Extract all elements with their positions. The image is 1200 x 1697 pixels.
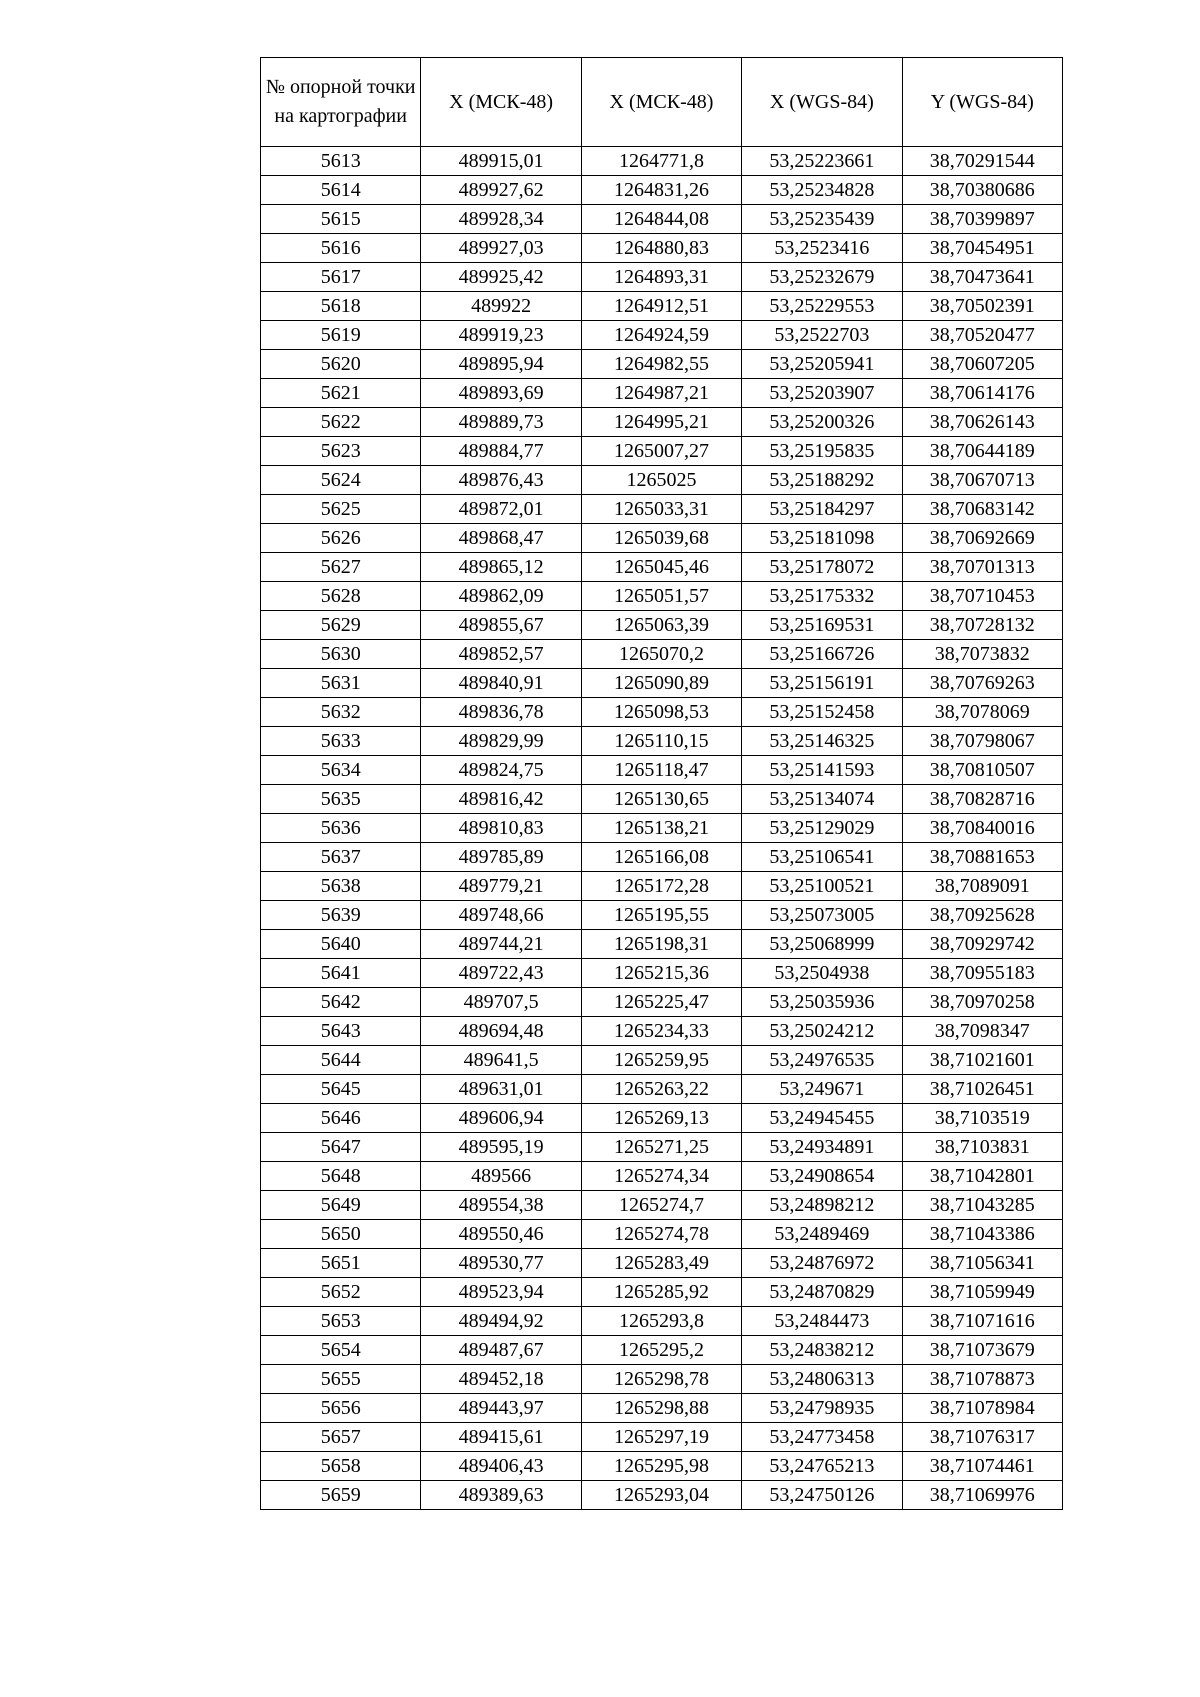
- cell-x-msk48: 489722,43: [421, 959, 581, 988]
- cell-y-wgs84: 38,71056341: [902, 1249, 1062, 1278]
- table-row: [261, 234, 1063, 263]
- cell-x-msk48-2: 1265263,22: [581, 1075, 741, 1104]
- cell-x-wgs84: 53,25205941: [742, 350, 902, 379]
- cell-x-msk48-2: 1264893,31: [581, 263, 741, 292]
- cell-y-wgs84: 38,70473641: [902, 263, 1062, 292]
- cell-x-wgs84: 53,24945455: [742, 1104, 902, 1133]
- cell-x-msk48: 489494,92: [421, 1307, 581, 1336]
- cell-x-msk48: 489566: [421, 1162, 581, 1191]
- cell-x-msk48-2: 1265130,65: [581, 785, 741, 814]
- cell-x-msk48-2: 1264831,26: [581, 176, 741, 205]
- cell-point-number: 5621: [261, 379, 421, 408]
- table-row: [261, 437, 1063, 466]
- cell-x-wgs84: 53,25195835: [742, 437, 902, 466]
- cell-y-wgs84: 38,71042801: [902, 1162, 1062, 1191]
- cell-x-msk48-2: 1264982,55: [581, 350, 741, 379]
- table-row: [261, 785, 1063, 814]
- cell-x-wgs84: 53,25100521: [742, 872, 902, 901]
- cell-x-wgs84: 53,24750126: [742, 1481, 902, 1510]
- table-row: [261, 553, 1063, 582]
- cell-point-number: 5616: [261, 234, 421, 263]
- cell-x-msk48-2: 1264880,83: [581, 234, 741, 263]
- cell-x-msk48-2: 1264924,59: [581, 321, 741, 350]
- table-row: [261, 611, 1063, 640]
- cell-x-wgs84: 53,25035936: [742, 988, 902, 1017]
- cell-x-wgs84: 53,25106541: [742, 843, 902, 872]
- cell-point-number: 5625: [261, 495, 421, 524]
- cell-x-msk48-2: 1264995,21: [581, 408, 741, 437]
- cell-y-wgs84: 38,71078873: [902, 1365, 1062, 1394]
- cell-point-number: 5645: [261, 1075, 421, 1104]
- cell-point-number: 5650: [261, 1220, 421, 1249]
- cell-y-wgs84: 38,71073679: [902, 1336, 1062, 1365]
- cell-y-wgs84: 38,70644189: [902, 437, 1062, 466]
- cell-x-msk48: 489884,77: [421, 437, 581, 466]
- cell-x-msk48-2: 1265198,31: [581, 930, 741, 959]
- cell-y-wgs84: 38,71071616: [902, 1307, 1062, 1336]
- cell-x-msk48-2: 1265063,39: [581, 611, 741, 640]
- cell-x-wgs84: 53,25166726: [742, 640, 902, 669]
- cell-point-number: 5617: [261, 263, 421, 292]
- cell-x-msk48-2: 1265293,8: [581, 1307, 741, 1336]
- cell-x-wgs84: 53,2504938: [742, 959, 902, 988]
- cell-x-msk48: 489893,69: [421, 379, 581, 408]
- cell-x-msk48: 489389,63: [421, 1481, 581, 1510]
- cell-x-wgs84: 53,24838212: [742, 1336, 902, 1365]
- cell-x-wgs84: 53,24806313: [742, 1365, 902, 1394]
- table-row: [261, 147, 1063, 176]
- cell-point-number: 5647: [261, 1133, 421, 1162]
- cell-x-msk48: 489641,5: [421, 1046, 581, 1075]
- table-row: [261, 321, 1063, 350]
- table-row: [261, 1104, 1063, 1133]
- cell-y-wgs84: 38,71078984: [902, 1394, 1062, 1423]
- cell-x-msk48-2: 1265293,04: [581, 1481, 741, 1510]
- table-row: [261, 495, 1063, 524]
- table-row: [261, 205, 1063, 234]
- cell-y-wgs84: 38,70454951: [902, 234, 1062, 263]
- table-row: [261, 901, 1063, 930]
- cell-x-wgs84: 53,24898212: [742, 1191, 902, 1220]
- cell-y-wgs84: 38,70626143: [902, 408, 1062, 437]
- cell-y-wgs84: 38,70291544: [902, 147, 1062, 176]
- cell-x-msk48: 489925,42: [421, 263, 581, 292]
- cell-x-msk48: 489415,61: [421, 1423, 581, 1452]
- cell-point-number: 5614: [261, 176, 421, 205]
- cell-y-wgs84: 38,71059949: [902, 1278, 1062, 1307]
- cell-y-wgs84: 38,71026451: [902, 1075, 1062, 1104]
- cell-x-wgs84: 53,25169531: [742, 611, 902, 640]
- cell-y-wgs84: 38,7078069: [902, 698, 1062, 727]
- cell-point-number: 5644: [261, 1046, 421, 1075]
- table-row: [261, 640, 1063, 669]
- table-row: [261, 1075, 1063, 1104]
- cell-y-wgs84: 38,71043285: [902, 1191, 1062, 1220]
- cell-x-wgs84: 53,25200326: [742, 408, 902, 437]
- cell-x-wgs84: 53,25141593: [742, 756, 902, 785]
- table-header-row: [261, 58, 1063, 147]
- cell-x-msk48-2: 1265285,92: [581, 1278, 741, 1307]
- table-row: [261, 1046, 1063, 1075]
- cell-x-msk48: 489862,09: [421, 582, 581, 611]
- table-row: [261, 1191, 1063, 1220]
- cell-x-wgs84: 53,25152458: [742, 698, 902, 727]
- cell-x-msk48-2: 1265172,28: [581, 872, 741, 901]
- cell-x-msk48: 489523,94: [421, 1278, 581, 1307]
- cell-x-msk48: 489876,43: [421, 466, 581, 495]
- cell-point-number: 5643: [261, 1017, 421, 1046]
- cell-x-wgs84: 53,25156191: [742, 669, 902, 698]
- header-x-msk48: X (МСК-48): [421, 58, 581, 147]
- cell-x-msk48-2: 1265283,49: [581, 1249, 741, 1278]
- cell-point-number: 5630: [261, 640, 421, 669]
- cell-x-msk48: 489810,83: [421, 814, 581, 843]
- cell-point-number: 5629: [261, 611, 421, 640]
- table-row: [261, 1423, 1063, 1452]
- cell-point-number: 5646: [261, 1104, 421, 1133]
- cell-x-msk48: 489840,91: [421, 669, 581, 698]
- cell-x-msk48: 489927,62: [421, 176, 581, 205]
- cell-x-msk48-2: 1264912,51: [581, 292, 741, 321]
- cell-x-msk48-2: 1265007,27: [581, 437, 741, 466]
- table-row: [261, 1394, 1063, 1423]
- cell-y-wgs84: 38,70798067: [902, 727, 1062, 756]
- cell-point-number: 5619: [261, 321, 421, 350]
- cell-x-msk48-2: 1265098,53: [581, 698, 741, 727]
- cell-point-number: 5638: [261, 872, 421, 901]
- cell-x-wgs84: 53,25181098: [742, 524, 902, 553]
- table-row: [261, 930, 1063, 959]
- cell-x-msk48-2: 1265234,33: [581, 1017, 741, 1046]
- cell-y-wgs84: 38,70399897: [902, 205, 1062, 234]
- cell-y-wgs84: 38,7073832: [902, 640, 1062, 669]
- table-row: [261, 379, 1063, 408]
- cell-y-wgs84: 38,70670713: [902, 466, 1062, 495]
- cell-point-number: 5626: [261, 524, 421, 553]
- cell-x-msk48: 489922: [421, 292, 581, 321]
- cell-x-msk48: 489606,94: [421, 1104, 581, 1133]
- table-row: [261, 1278, 1063, 1307]
- cell-point-number: 5615: [261, 205, 421, 234]
- cell-y-wgs84: 38,70710453: [902, 582, 1062, 611]
- cell-x-msk48-2: 1265166,08: [581, 843, 741, 872]
- cell-x-wgs84: 53,24976535: [742, 1046, 902, 1075]
- cell-x-wgs84: 53,25068999: [742, 930, 902, 959]
- cell-x-msk48-2: 1265045,46: [581, 553, 741, 582]
- cell-x-msk48-2: 1264771,8: [581, 147, 741, 176]
- cell-point-number: 5637: [261, 843, 421, 872]
- cell-x-msk48-2: 1265298,88: [581, 1394, 741, 1423]
- cell-y-wgs84: 38,71069976: [902, 1481, 1062, 1510]
- table-row: [261, 669, 1063, 698]
- cell-x-wgs84: 53,2484473: [742, 1307, 902, 1336]
- cell-x-msk48-2: 1265138,21: [581, 814, 741, 843]
- cell-y-wgs84: 38,70881653: [902, 843, 1062, 872]
- cell-x-wgs84: 53,25134074: [742, 785, 902, 814]
- table-row: [261, 1452, 1063, 1481]
- cell-point-number: 5622: [261, 408, 421, 437]
- cell-point-number: 5634: [261, 756, 421, 785]
- cell-x-wgs84: 53,2523416: [742, 234, 902, 263]
- cell-x-msk48-2: 1265274,78: [581, 1220, 741, 1249]
- cell-x-msk48-2: 1264844,08: [581, 205, 741, 234]
- cell-x-msk48-2: 1265225,47: [581, 988, 741, 1017]
- cell-x-wgs84: 53,2489469: [742, 1220, 902, 1249]
- cell-x-msk48: 489530,77: [421, 1249, 581, 1278]
- cell-x-wgs84: 53,25203907: [742, 379, 902, 408]
- cell-point-number: 5639: [261, 901, 421, 930]
- cell-point-number: 5628: [261, 582, 421, 611]
- cell-x-msk48-2: 1265039,68: [581, 524, 741, 553]
- table-row: [261, 872, 1063, 901]
- cell-x-msk48-2: 1265274,34: [581, 1162, 741, 1191]
- table-row: [261, 582, 1063, 611]
- cell-point-number: 5632: [261, 698, 421, 727]
- cell-x-msk48: 489785,89: [421, 843, 581, 872]
- cell-x-msk48: 489554,38: [421, 1191, 581, 1220]
- header-point-number: № опорной точки на картографии: [261, 58, 421, 147]
- cell-x-msk48: 489748,66: [421, 901, 581, 930]
- header-x-wgs84: X (WGS-84): [742, 58, 902, 147]
- cell-x-wgs84: 53,24870829: [742, 1278, 902, 1307]
- cell-y-wgs84: 38,70929742: [902, 930, 1062, 959]
- cell-x-msk48: 489928,34: [421, 205, 581, 234]
- cell-x-wgs84: 53,25178072: [742, 553, 902, 582]
- cell-x-msk48-2: 1265110,15: [581, 727, 741, 756]
- cell-x-msk48-2: 1265118,47: [581, 756, 741, 785]
- table-row: [261, 263, 1063, 292]
- cell-x-msk48: 489744,21: [421, 930, 581, 959]
- cell-y-wgs84: 38,70520477: [902, 321, 1062, 350]
- cell-y-wgs84: 38,70380686: [902, 176, 1062, 205]
- table-row: [261, 466, 1063, 495]
- table-row: [261, 524, 1063, 553]
- cell-x-wgs84: 53,25234828: [742, 176, 902, 205]
- cell-point-number: 5627: [261, 553, 421, 582]
- cell-x-wgs84: 53,25129029: [742, 814, 902, 843]
- cell-y-wgs84: 38,7089091: [902, 872, 1062, 901]
- cell-point-number: 5657: [261, 1423, 421, 1452]
- cell-x-wgs84: 53,24765213: [742, 1452, 902, 1481]
- cell-x-msk48: 489829,99: [421, 727, 581, 756]
- cell-point-number: 5652: [261, 1278, 421, 1307]
- table-row: [261, 1133, 1063, 1162]
- cell-y-wgs84: 38,71043386: [902, 1220, 1062, 1249]
- cell-x-msk48-2: 1265090,89: [581, 669, 741, 698]
- cell-point-number: 5656: [261, 1394, 421, 1423]
- cell-y-wgs84: 38,71076317: [902, 1423, 1062, 1452]
- cell-x-msk48-2: 1265269,13: [581, 1104, 741, 1133]
- table-row: [261, 1017, 1063, 1046]
- cell-x-msk48: 489631,01: [421, 1075, 581, 1104]
- cell-x-msk48: 489855,67: [421, 611, 581, 640]
- table-row: [261, 1162, 1063, 1191]
- cell-x-msk48-2: 1265297,19: [581, 1423, 741, 1452]
- cell-point-number: 5633: [261, 727, 421, 756]
- cell-x-msk48: 489895,94: [421, 350, 581, 379]
- table-row: [261, 988, 1063, 1017]
- cell-x-wgs84: 53,24798935: [742, 1394, 902, 1423]
- cell-x-wgs84: 53,25232679: [742, 263, 902, 292]
- cell-y-wgs84: 38,70728132: [902, 611, 1062, 640]
- cell-point-number: 5655: [261, 1365, 421, 1394]
- cell-x-msk48-2: 1265259,95: [581, 1046, 741, 1075]
- table-row: [261, 814, 1063, 843]
- cell-y-wgs84: 38,71074461: [902, 1452, 1062, 1481]
- cell-x-wgs84: 53,25146325: [742, 727, 902, 756]
- cell-point-number: 5623: [261, 437, 421, 466]
- cell-x-msk48-2: 1265033,31: [581, 495, 741, 524]
- cell-x-wgs84: 53,25175332: [742, 582, 902, 611]
- cell-x-msk48-2: 1265215,36: [581, 959, 741, 988]
- cell-x-msk48: 489915,01: [421, 147, 581, 176]
- cell-x-msk48: 489868,47: [421, 524, 581, 553]
- cell-y-wgs84: 38,70769263: [902, 669, 1062, 698]
- cell-x-msk48: 489816,42: [421, 785, 581, 814]
- cell-x-wgs84: 53,24934891: [742, 1133, 902, 1162]
- cell-x-msk48: 489694,48: [421, 1017, 581, 1046]
- cell-point-number: 5620: [261, 350, 421, 379]
- cell-x-msk48: 489595,19: [421, 1133, 581, 1162]
- cell-point-number: 5651: [261, 1249, 421, 1278]
- table-row: [261, 1365, 1063, 1394]
- cell-x-msk48: 489406,43: [421, 1452, 581, 1481]
- cell-x-msk48: 489550,46: [421, 1220, 581, 1249]
- cell-y-wgs84: 38,70614176: [902, 379, 1062, 408]
- table-body: [261, 147, 1063, 1510]
- cell-y-wgs84: 38,7103831: [902, 1133, 1062, 1162]
- cell-x-wgs84: 53,25073005: [742, 901, 902, 930]
- cell-y-wgs84: 38,70701313: [902, 553, 1062, 582]
- cell-x-msk48: 489872,01: [421, 495, 581, 524]
- header-y-wgs84: Y (WGS-84): [902, 58, 1062, 147]
- cell-y-wgs84: 38,70955183: [902, 959, 1062, 988]
- cell-x-msk48: 489824,75: [421, 756, 581, 785]
- table-row: [261, 698, 1063, 727]
- table-row: [261, 350, 1063, 379]
- cell-x-wgs84: 53,249671: [742, 1075, 902, 1104]
- table-row: [261, 1336, 1063, 1365]
- cell-point-number: 5641: [261, 959, 421, 988]
- cell-x-wgs84: 53,25229553: [742, 292, 902, 321]
- cell-y-wgs84: 38,70607205: [902, 350, 1062, 379]
- cell-point-number: 5640: [261, 930, 421, 959]
- cell-x-msk48: 489852,57: [421, 640, 581, 669]
- cell-x-wgs84: 53,2522703: [742, 321, 902, 350]
- cell-x-msk48: 489836,78: [421, 698, 581, 727]
- cell-x-wgs84: 53,25235439: [742, 205, 902, 234]
- cell-x-msk48: 489487,67: [421, 1336, 581, 1365]
- cell-point-number: 5649: [261, 1191, 421, 1220]
- cell-x-msk48-2: 1265025: [581, 466, 741, 495]
- table-row: [261, 727, 1063, 756]
- cell-x-msk48-2: 1265051,57: [581, 582, 741, 611]
- table-row: [261, 1307, 1063, 1336]
- table-row: [261, 408, 1063, 437]
- cell-point-number: 5636: [261, 814, 421, 843]
- table-row: [261, 1220, 1063, 1249]
- cell-y-wgs84: 38,71021601: [902, 1046, 1062, 1075]
- cell-point-number: 5613: [261, 147, 421, 176]
- cell-y-wgs84: 38,7103519: [902, 1104, 1062, 1133]
- cell-x-msk48-2: 1265298,78: [581, 1365, 741, 1394]
- cell-y-wgs84: 38,70925628: [902, 901, 1062, 930]
- cell-x-wgs84: 53,25184297: [742, 495, 902, 524]
- table-row: [261, 756, 1063, 785]
- cell-point-number: 5618: [261, 292, 421, 321]
- header-x-msk48-2: X (МСК-48): [581, 58, 741, 147]
- table-row: [261, 843, 1063, 872]
- cell-x-msk48-2: 1265295,98: [581, 1452, 741, 1481]
- cell-point-number: 5624: [261, 466, 421, 495]
- cell-y-wgs84: 38,70502391: [902, 292, 1062, 321]
- cell-x-msk48-2: 1265070,2: [581, 640, 741, 669]
- cell-y-wgs84: 38,7098347: [902, 1017, 1062, 1046]
- cell-x-msk48: 489443,97: [421, 1394, 581, 1423]
- cell-x-msk48-2: 1265274,7: [581, 1191, 741, 1220]
- cell-y-wgs84: 38,70810507: [902, 756, 1062, 785]
- cell-x-msk48: 489919,23: [421, 321, 581, 350]
- cell-y-wgs84: 38,70970258: [902, 988, 1062, 1017]
- cell-x-wgs84: 53,25223661: [742, 147, 902, 176]
- cell-x-wgs84: 53,25188292: [742, 466, 902, 495]
- cell-y-wgs84: 38,70692669: [902, 524, 1062, 553]
- cell-x-msk48: 489889,73: [421, 408, 581, 437]
- cell-y-wgs84: 38,70828716: [902, 785, 1062, 814]
- cell-point-number: 5659: [261, 1481, 421, 1510]
- cell-point-number: 5653: [261, 1307, 421, 1336]
- cell-x-msk48: 489865,12: [421, 553, 581, 582]
- cell-point-number: 5635: [261, 785, 421, 814]
- cell-y-wgs84: 38,70683142: [902, 495, 1062, 524]
- cell-point-number: 5642: [261, 988, 421, 1017]
- cell-x-wgs84: 53,24876972: [742, 1249, 902, 1278]
- cell-x-msk48-2: 1265195,55: [581, 901, 741, 930]
- cell-x-msk48: 489779,21: [421, 872, 581, 901]
- table-row: [261, 176, 1063, 205]
- cell-x-msk48-2: 1265271,25: [581, 1133, 741, 1162]
- cell-x-wgs84: 53,24773458: [742, 1423, 902, 1452]
- table-row: [261, 292, 1063, 321]
- table-row: [261, 1249, 1063, 1278]
- table-row: [261, 959, 1063, 988]
- cell-x-msk48: 489927,03: [421, 234, 581, 263]
- cell-point-number: 5654: [261, 1336, 421, 1365]
- cell-x-msk48: 489452,18: [421, 1365, 581, 1394]
- cell-x-wgs84: 53,25024212: [742, 1017, 902, 1046]
- cell-y-wgs84: 38,70840016: [902, 814, 1062, 843]
- cell-x-msk48: 489707,5: [421, 988, 581, 1017]
- cell-point-number: 5631: [261, 669, 421, 698]
- table-row: [261, 1481, 1063, 1510]
- cell-x-msk48-2: 1264987,21: [581, 379, 741, 408]
- coordinates-table: [260, 57, 1063, 1510]
- cell-point-number: 5658: [261, 1452, 421, 1481]
- cell-x-wgs84: 53,24908654: [742, 1162, 902, 1191]
- cell-point-number: 5648: [261, 1162, 421, 1191]
- cell-x-msk48-2: 1265295,2: [581, 1336, 741, 1365]
